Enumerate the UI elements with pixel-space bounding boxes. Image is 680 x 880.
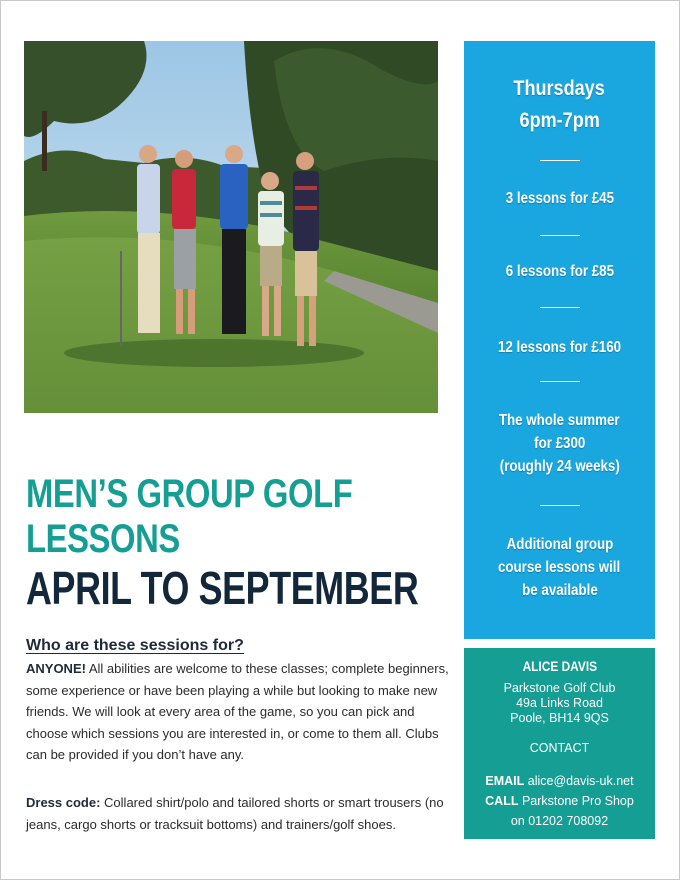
- dress-code-paragraph: [26, 792, 458, 835]
- call-label: CALL: [485, 794, 519, 808]
- email-label: EMAIL: [485, 774, 525, 788]
- price-option-2: [464, 260, 655, 283]
- contact-panel: [464, 648, 655, 839]
- schedule-time: 6pm-7pm: [519, 109, 600, 132]
- phone-number[interactable]: on 01202 708092: [510, 814, 609, 828]
- golfers-photo: [24, 41, 438, 413]
- extra-line-2: course lessons will: [498, 559, 621, 576]
- address-line-2: 49a Links Road: [516, 696, 603, 710]
- title-line-1: MEN’S GROUP GOLF: [26, 472, 353, 516]
- dress-code-body: Collared shirt/polo and tailored shorts or smart trousers (no jeans, cargo shorts or tracksuit bottoms) and trainers/golf shoes.: [26, 795, 444, 832]
- contact-name-text: ALICE DAVIS: [522, 658, 597, 674]
- schedule-block: [464, 73, 655, 137]
- divider: [540, 235, 580, 236]
- contact-lines: [464, 771, 655, 831]
- call-place: Parkstone Pro Shop: [521, 794, 634, 808]
- who-lead: ANYONE!: [26, 661, 86, 676]
- contact-heading: CONTACT: [529, 741, 590, 755]
- who-body: All abilities are welcome to these classes; complete beginners, some experience or have been playing a while but looking to make new friends. We will look at every area of the game, so you can pick and choose which sessions you are interested in, or come to them all. Clubs can be provided if you don’t have any.: [26, 661, 449, 762]
- price-option-2-text: 6 lessons for £85: [505, 263, 614, 280]
- summer-line-2: for £300: [533, 435, 586, 452]
- divider: [540, 505, 580, 506]
- who-heading: Who are these sessions for?: [26, 637, 244, 654]
- extra-line-1: Additional group: [506, 536, 613, 553]
- title-line-2: LESSONS: [26, 517, 180, 561]
- title-main: [26, 472, 370, 562]
- address-line-1: Parkstone Golf Club: [503, 681, 616, 695]
- pricing-panel: [464, 41, 655, 639]
- price-option-3-text: 12 lessons for £160: [497, 339, 622, 356]
- schedule-day: Thursdays: [513, 77, 606, 100]
- summer-line-1: The whole summer: [499, 412, 620, 429]
- summer-option: [464, 409, 655, 478]
- email-line: [464, 771, 655, 791]
- address-line-3: Poole, BH14 9QS: [510, 711, 609, 725]
- email-link[interactable]: alice@davis-uk.net: [527, 774, 634, 788]
- price-option-1-text: 3 lessons for £45: [505, 190, 614, 207]
- extra-line-3: be available: [521, 582, 598, 599]
- summer-line-3: (roughly 24 weeks): [499, 458, 620, 475]
- divider: [540, 307, 580, 308]
- extra-lessons-note: [464, 533, 655, 602]
- contact-name: [464, 658, 655, 674]
- divider: [540, 381, 580, 382]
- price-option-1: [464, 187, 655, 210]
- address-block: [464, 681, 655, 726]
- who-paragraph: [26, 658, 458, 766]
- price-option-3: [464, 336, 655, 359]
- dress-code-label: Dress code:: [26, 795, 101, 810]
- title-dates: APRIL TO SEPTEMBER: [26, 562, 419, 614]
- divider: [540, 160, 580, 161]
- call-line: [464, 791, 655, 811]
